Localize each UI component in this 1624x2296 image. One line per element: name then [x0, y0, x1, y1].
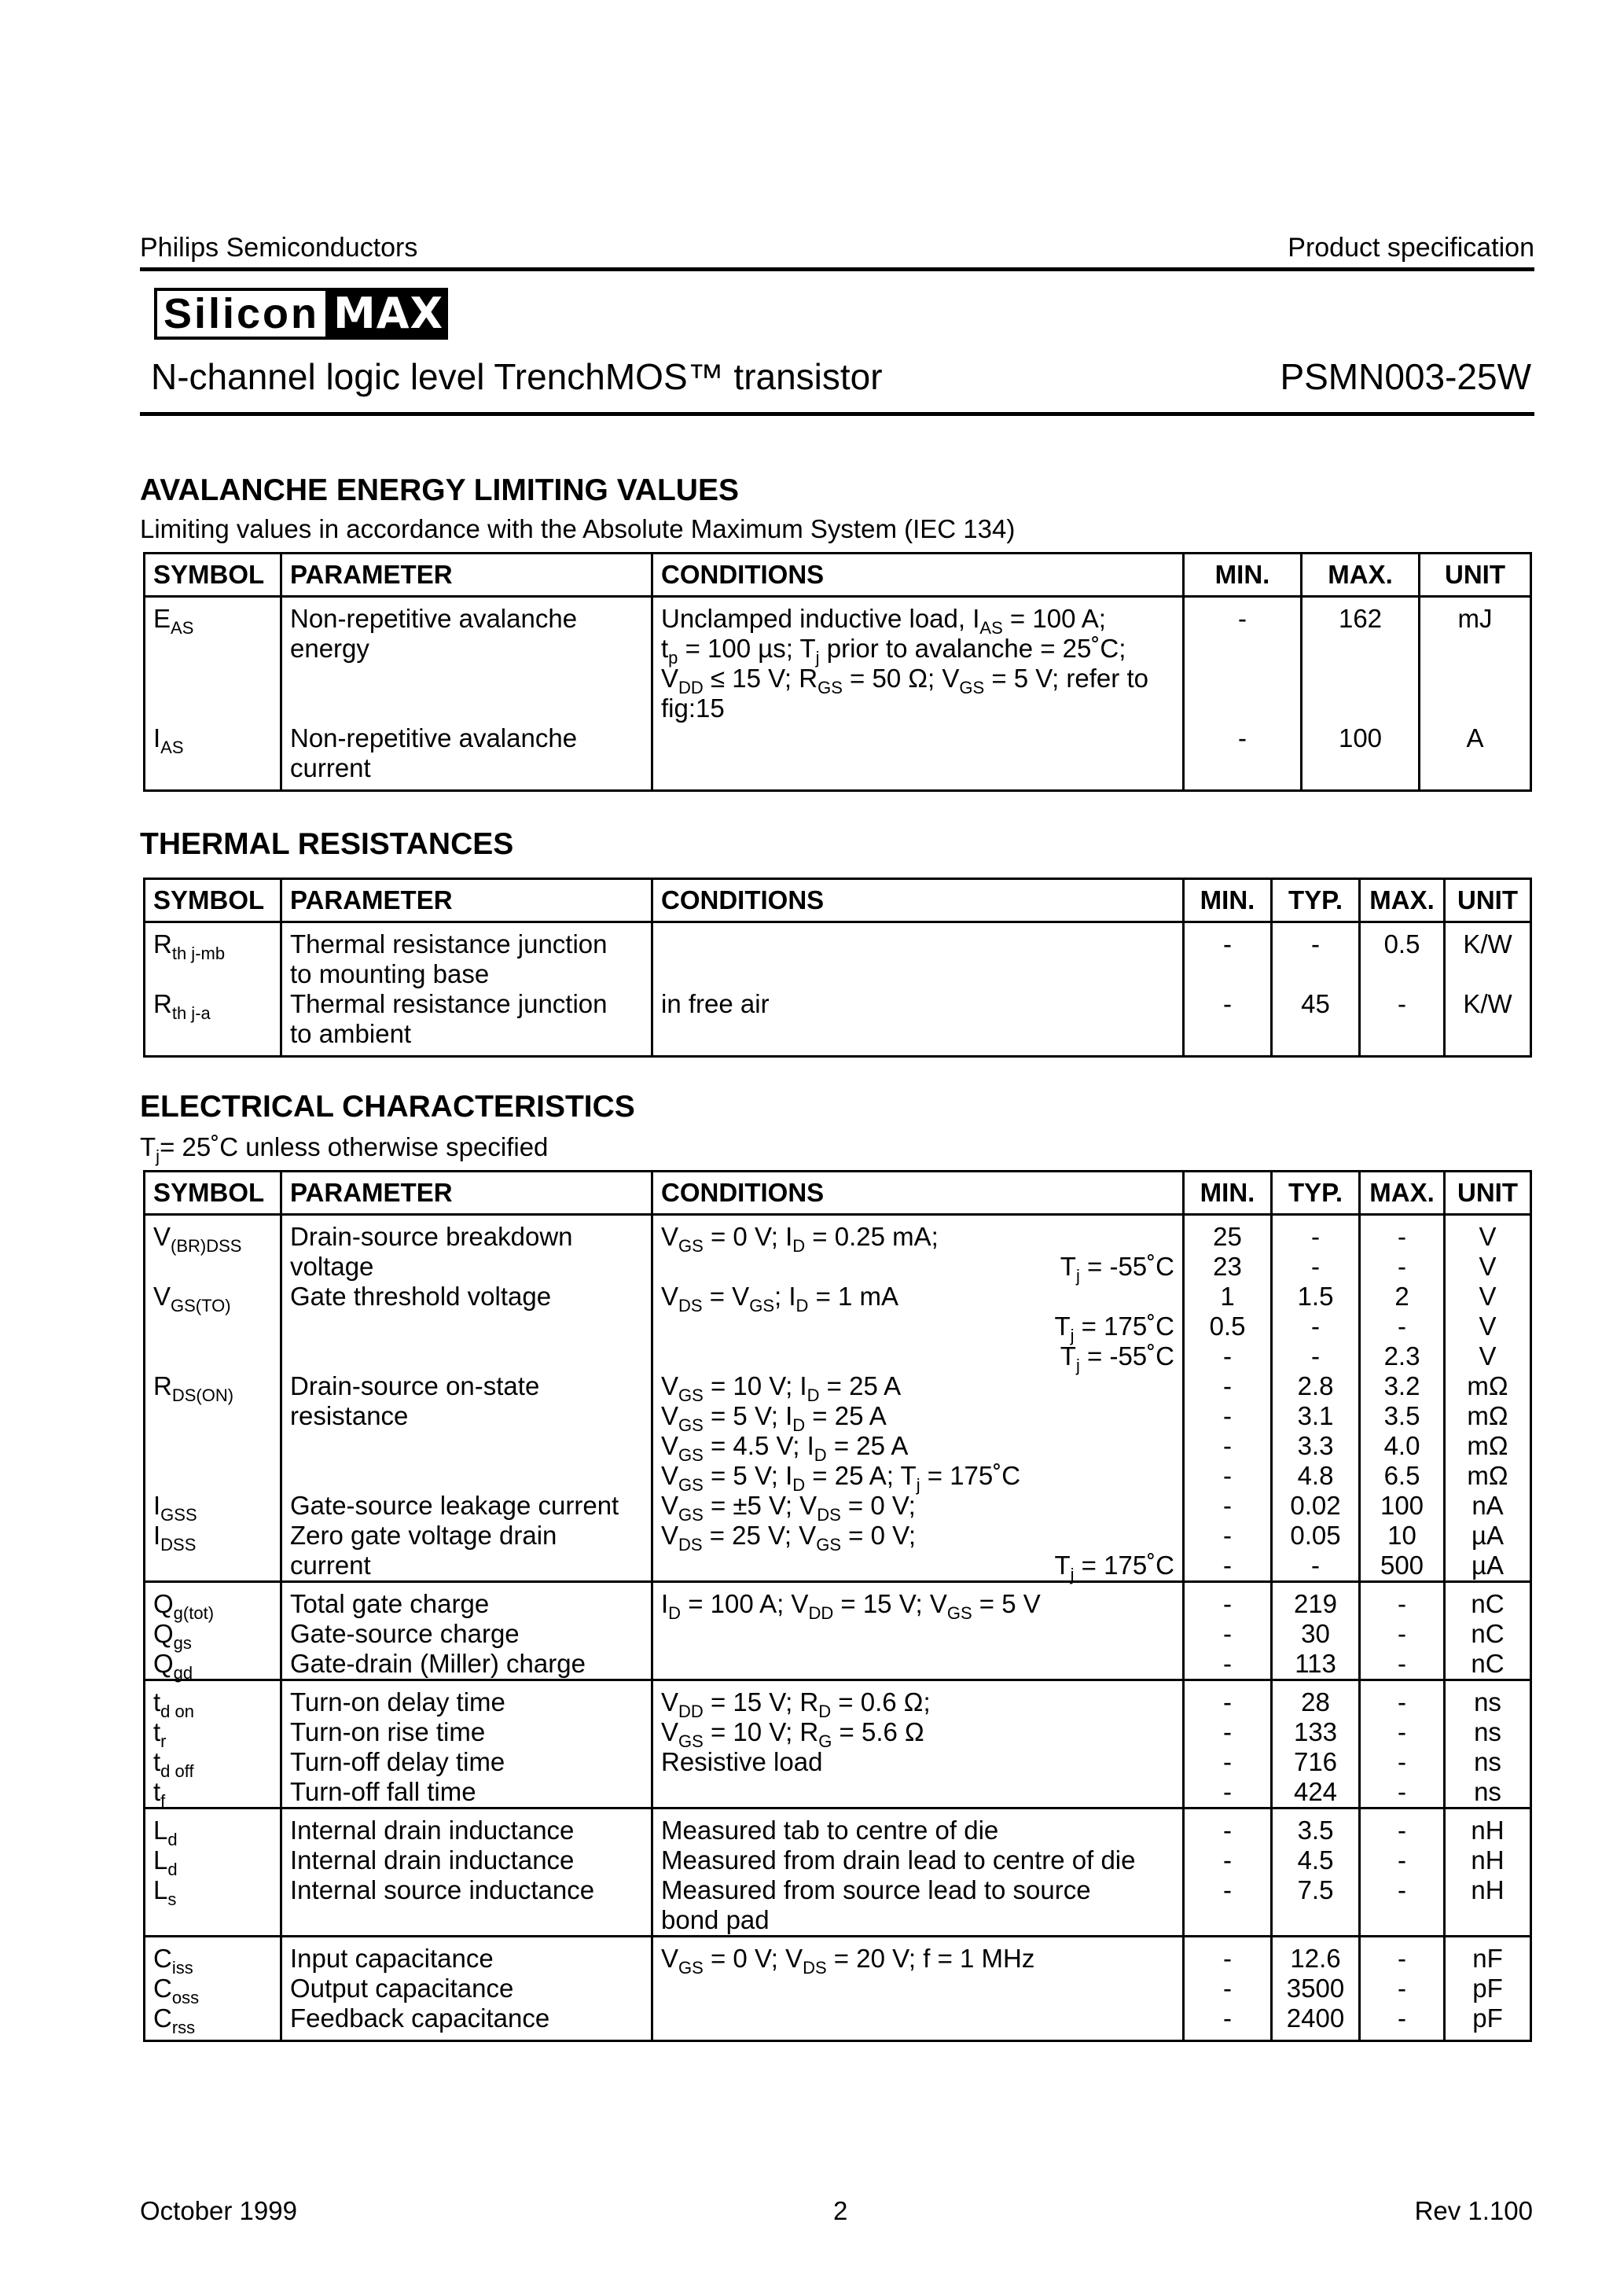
max-cell: - [1360, 989, 1445, 1057]
siliconmax-logo [154, 288, 448, 340]
unit-cell: K/W [1445, 989, 1531, 1057]
col-parameter: PARAMETER [281, 554, 652, 597]
part-number: PSMN003-25W [1280, 356, 1531, 397]
symbol-cell: $I_{AS}$ [145, 723, 281, 791]
avalanche-subheading: Limiting values in accordance with the Absolute Maximum System (IEC 134) [140, 514, 1016, 543]
table-row [145, 723, 1531, 791]
unit-cell: K/W [1445, 922, 1531, 990]
symbol-cell: $R_{th j-a}$ [145, 989, 281, 1057]
group-switching [145, 1680, 1531, 1811]
min-cell: - [1184, 597, 1302, 724]
product-title: N-channel logic level TrenchMOS™ transistor [151, 356, 883, 397]
col-unit: UNIT [1445, 1172, 1531, 1215]
col-min: MIN. [1184, 879, 1272, 922]
table-row: resistance $V_{GS} = 5$ V; $I_D = 25$ A - 3.1 3.5 mΩ [145, 1401, 1531, 1431]
unit-cell: mJ [1420, 597, 1531, 724]
table-row: $C_{oss}$ Output capacitance - 3500 - pF [145, 1974, 1531, 2003]
logo-silicon: Silicon [154, 288, 329, 340]
table-row: $I_{GSS}$ Gate-source leakage current $V_{GS} = \pm 5$ V; $V_{DS} = 0$ V; - 0.02 100 nA [145, 1491, 1531, 1521]
col-max: MAX. [1302, 554, 1420, 597]
col-parameter: PARAMETER [281, 1172, 652, 1215]
col-symbol: SYMBOL [145, 1172, 281, 1215]
col-max: MAX. [1360, 1172, 1445, 1215]
max-cell: 162 [1302, 597, 1420, 724]
conditions-cell: Unclamped inductive load, $I_{AS} = 100$ A; $t_p = 100$ µs; $T_j$ prior to avalanche = 25˚C; $V_{DD} \le 15$ V; $R_{GS} = 50$ Ω; $V_{GS} = 5$ V; refer to fig:15 [652, 597, 1184, 724]
table-row: $L_d$ Internal drain inductance Measured tab to centre of die - 3.5 - nH [145, 1808, 1531, 1846]
parameter-cell: Non-repetitive avalanche current [281, 723, 652, 791]
table-row: $I_{DSS}$ Zero gate voltage drain $V_{DS} = 25$ V; $V_{GS} = 0$ V; - 0.05 10 µA [145, 1521, 1531, 1551]
group-inductance [145, 1808, 1531, 1937]
table-row: current $T_j$ = 175˚C - - 500 µA [145, 1551, 1531, 1582]
table-row: $C_{rss}$ Feedback capacitance - 2400 - pF [145, 2003, 1531, 2041]
group-capacitance [145, 1937, 1531, 2041]
table-row: $L_d$ Internal drain inductance Measured from drain lead to centre of die - 4.5 - nH [145, 1845, 1531, 1875]
group-gate-charge [145, 1582, 1531, 1683]
table-row: $V_{(BR)DSS}$ Drain-source breakdown $V_{GS} = 0$ V; $I_D = 0.25$ mA; 25 - - V [145, 1215, 1531, 1253]
col-unit: UNIT [1420, 554, 1531, 597]
table-row: $V_{GS} = 4.5$ V; $I_D = 25$ A - 3.3 4.0 mΩ [145, 1431, 1531, 1461]
col-min: MIN. [1184, 1172, 1272, 1215]
unit-cell: A [1420, 723, 1531, 791]
table-header-row [145, 554, 1531, 597]
typ-cell: 45 [1272, 989, 1360, 1057]
table-row: $Q_{gd}$ Gate-drain (Miller) charge - 113 - nC [145, 1649, 1531, 1680]
conditions-cell [652, 723, 1184, 791]
table-row: $t_{d on}$ Turn-on delay time $V_{DD} = 15$ V; $R_D = 0.6$ Ω; - 28 - ns [145, 1680, 1531, 1718]
footer-page-number: 2 [833, 2196, 848, 2225]
group-static [145, 1215, 1531, 1582]
col-typ: TYP. [1272, 879, 1360, 922]
min-cell: - [1184, 922, 1272, 990]
conditions-cell: in free air [652, 989, 1184, 1057]
thermal-heading: THERMAL RESISTANCES [140, 827, 514, 861]
header-rule-bottom [140, 412, 1534, 416]
table-row: $C_{iss}$ Input capacitance $V_{GS} = 0$ V; $V_{DS} = 20$ V; f = 1 MHz - 12.6 - nF [145, 1937, 1531, 1974]
min-cell: - [1184, 723, 1302, 791]
table-row: $T_j$ = -55˚C - - 2.3 V [145, 1341, 1531, 1371]
table-row: $T_j$ = 175˚C 0.5 - - V [145, 1312, 1531, 1341]
table-row: $V_{GS} = 5$ V; $I_D = 25$ A; $T_j$ = 175˚C - 4.8 6.5 mΩ [145, 1461, 1531, 1491]
table-row [145, 597, 1531, 724]
col-unit: UNIT [1445, 879, 1531, 922]
max-cell: 100 [1302, 723, 1420, 791]
col-min: MIN. [1184, 554, 1302, 597]
electrical-heading: ELECTRICAL CHARACTERISTICS [140, 1090, 635, 1124]
document-type: Product specification [1288, 233, 1534, 263]
table-row [145, 989, 1531, 1057]
col-conditions: CONDITIONS [652, 1172, 1184, 1215]
thermal-table [143, 878, 1532, 1058]
table-row: $Q_{g(tot)}$ Total gate charge $I_D = 100$ A; $V_{DD} = 15$ V; $V_{GS} = 5$ V - 219 - nC [145, 1582, 1531, 1620]
table-row: $t_r$ Turn-on rise time $V_{GS} = 10$ V; $R_G = 5.6$ Ω - 133 - ns [145, 1717, 1531, 1747]
col-conditions: CONDITIONS [652, 879, 1184, 922]
electrical-table [143, 1170, 1532, 2042]
avalanche-heading: AVALANCHE ENERGY LIMITING VALUES [140, 473, 739, 507]
col-parameter: PARAMETER [281, 879, 652, 922]
parameter-cell: Thermal resistance junction to mounting base [281, 922, 652, 990]
table-header-row [145, 1172, 1531, 1215]
company-name: Philips Semiconductors [140, 233, 418, 263]
footer-revision: Rev 1.100 [1414, 2196, 1533, 2225]
typ-cell: - [1272, 922, 1360, 990]
header-rule-top [140, 267, 1534, 271]
table-row: bond pad [145, 1905, 1531, 1937]
table-row: $R_{DS(ON)}$ Drain-source on-state $V_{GS} = 10$ V; $I_D = 25$ A - 2.8 3.2 mΩ [145, 1371, 1531, 1401]
conditions-cell [652, 922, 1184, 990]
parameter-cell: Non-repetitive avalanche energy [281, 597, 652, 724]
logo-max: MAX [329, 288, 448, 340]
col-symbol: SYMBOL [145, 554, 281, 597]
symbol-cell: $R_{th j-mb}$ [145, 922, 281, 990]
table-row: $Q_{gs}$ Gate-source charge - 30 - nC [145, 1619, 1531, 1649]
symbol-cell: $E_{AS}$ [145, 597, 281, 724]
min-cell: - [1184, 989, 1272, 1057]
col-symbol: SYMBOL [145, 879, 281, 922]
table-row: $L_s$ Internal source inductance Measured from source lead to source - 7.5 - nH [145, 1875, 1531, 1905]
table-row: $t_f$ Turn-off fall time - 424 - ns [145, 1777, 1531, 1808]
parameter-cell: Thermal resistance junction to ambient [281, 989, 652, 1057]
col-max: MAX. [1360, 879, 1445, 922]
avalanche-table [143, 552, 1532, 792]
electrical-subheading: $T_j=$ 25˚C unless otherwise specified [140, 1132, 549, 1166]
table-row: $V_{GS(TO)}$ Gate threshold voltage $V_{DS} = V_{GS}$; $I_D = 1$ mA 1 1.5 2 V [145, 1282, 1531, 1312]
table-row [145, 922, 1531, 990]
footer-date: October 1999 [140, 2196, 297, 2225]
table-header-row [145, 879, 1531, 922]
col-typ: TYP. [1272, 1172, 1360, 1215]
table-row: voltage $T_j$ = -55˚C 23 - - V [145, 1252, 1531, 1282]
table-row: $t_{d off}$ Turn-off delay time Resistive load - 716 - ns [145, 1747, 1531, 1777]
max-cell: 0.5 [1360, 922, 1445, 990]
col-conditions: CONDITIONS [652, 554, 1184, 597]
